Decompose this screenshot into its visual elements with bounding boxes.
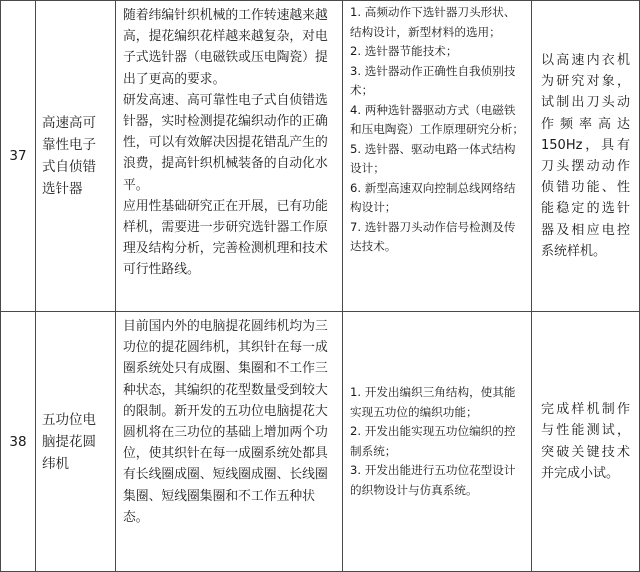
project-name: 高速高可靠性电子式自侦错选针器 xyxy=(36,1,116,312)
research-tasks xyxy=(343,1,532,312)
task-item: 7. 选针器刀头动作信号检测及传达技术。 xyxy=(350,219,516,253)
task-item: 5. 选针器、驱动电路一体式结构设计； xyxy=(350,141,516,175)
task-item: 3. 开发出能进行五功位花型设计的织物设计与仿真系统。 xyxy=(350,463,516,497)
project-goal: 以高速内衣机为研究对象，试制出刀头动作频率高达150Hz，具有刀头摆动动作侦错功能、性能稳定的选针器及相应电控系统样机。 xyxy=(532,1,640,312)
description-paragraph: 应用性基础研究正在开展，已有功能样机，需要进一步研究选针器工作原理及结构分析，完善检测机理和技术可行性路线。 xyxy=(123,198,328,278)
table-row xyxy=(1,312,640,572)
research-tasks xyxy=(343,312,532,572)
project-name: 五功位电脑提花圆纬机 xyxy=(36,312,116,572)
description-paragraph: 随着纬编针织机械的工作转速越来越高，提花编织花样越来越复杂，对电子式选针器（电磁铁或压电陶瓷）提出了更高的要求。 xyxy=(123,8,328,87)
task-item: 1. 高频动作下选针器刀头形状、结构设计，新型材料的选用； xyxy=(350,5,516,39)
table-row xyxy=(1,1,640,312)
project-description xyxy=(116,1,343,312)
description-paragraph: 研发高速、高可靠性电子式自侦错选针器，实时检测提花编织动作的正确性，可以有效解决因提花错乱产生的浪费，提高针织机械装备的自动化水平。 xyxy=(123,92,328,193)
task-item: 3. 选针器动作正确性自我侦别技术； xyxy=(350,63,516,97)
task-item: 4. 两种选针器驱动方式（电磁铁和压电陶瓷）工作原理研究分析； xyxy=(350,102,524,136)
description-paragraph: 目前国内外的电脑提花圆纬机均为三功位的提花圆纬机，其织针在每一成圈系统处只有成圈、集圈和不工作三种状态，其编织的花型数量受到较大的限制。新开发的五功位电脑提花大圆机将在三功位的基础上增加两个功位，使其织针在每一成圈系统处都具有长线圈成圈、短线圈成圈、长线圈集圈、短线圈集圈和不工作五种状态。 xyxy=(123,319,328,525)
task-item: 1. 开发出编织三角结构，使其能实现五功位的编织功能； xyxy=(350,385,516,419)
task-item: 6. 新型高速双向控制总线网络结构设计； xyxy=(350,180,516,214)
task-item: 2. 选针器节能技术； xyxy=(350,44,458,58)
row-number: 38 xyxy=(1,312,36,572)
task-item: 2. 开发出能实现五功位编织的控制系统； xyxy=(350,424,516,458)
project-description xyxy=(116,312,343,572)
project-goal: 完成样机制作与性能测试，突破关键技术并完成小试。 xyxy=(532,312,640,572)
row-number: 37 xyxy=(1,1,36,312)
